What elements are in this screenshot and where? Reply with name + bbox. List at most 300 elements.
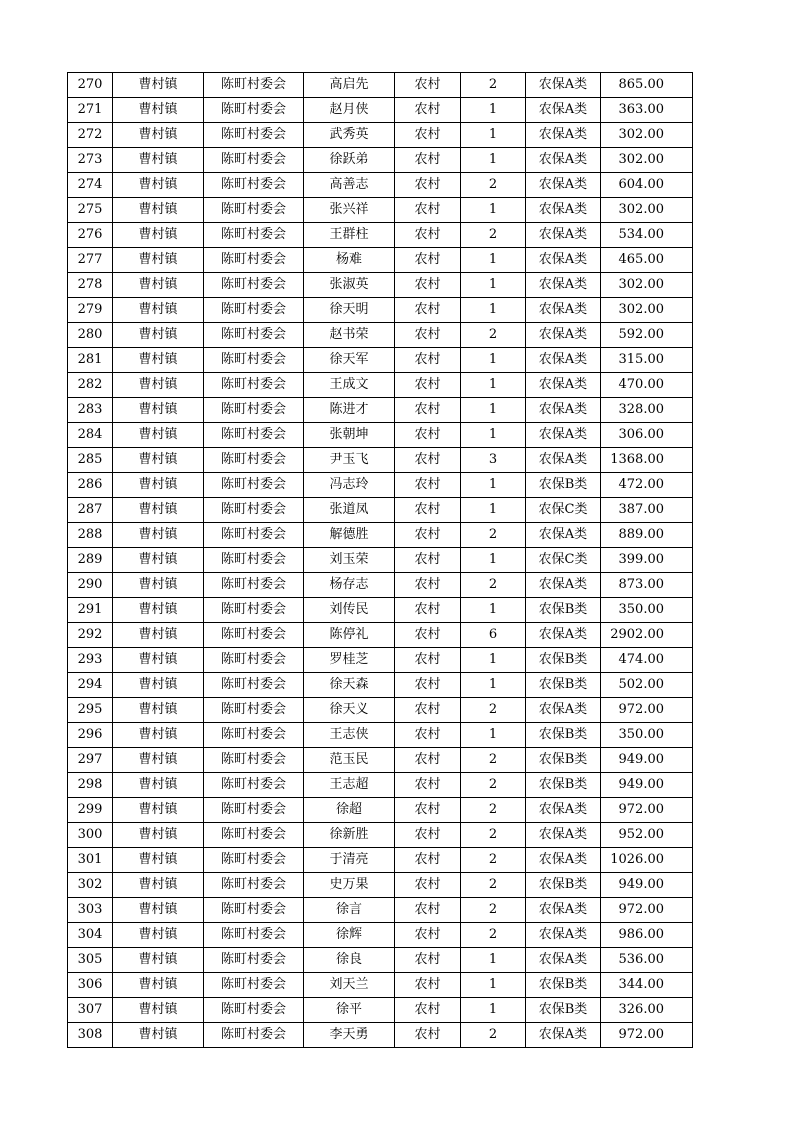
row-number-cell: 290 [68,573,113,598]
table-row [68,123,693,148]
amount-cell: 302.00 [601,298,693,323]
table-row [68,823,693,848]
person-count-cell: 2 [461,698,526,723]
amount-cell: 949.00 [601,873,693,898]
township-cell: 曹村镇 [113,298,204,323]
township-cell: 曹村镇 [113,698,204,723]
category-cell: 农保B类 [526,748,601,773]
village-committee-cell: 陈町村委会 [204,798,304,823]
category-cell: 农保A类 [526,123,601,148]
person-count-cell: 1 [461,673,526,698]
village-committee-cell: 陈町村委会 [204,73,304,98]
township-cell: 曹村镇 [113,898,204,923]
person-count-cell: 2 [461,748,526,773]
name-cell: 徐天森 [304,673,395,698]
table-row [68,798,693,823]
name-cell: 赵书荣 [304,323,395,348]
category-cell: 农保C类 [526,498,601,523]
name-cell: 李天勇 [304,1023,395,1048]
amount-cell: 350.00 [601,598,693,623]
row-number-cell: 300 [68,823,113,848]
table-body [68,73,693,1048]
row-number-cell: 285 [68,448,113,473]
township-cell: 曹村镇 [113,423,204,448]
household-type-cell: 农村 [395,798,461,823]
village-committee-cell: 陈町村委会 [204,198,304,223]
row-number-cell: 289 [68,548,113,573]
person-count-cell: 1 [461,973,526,998]
township-cell: 曹村镇 [113,923,204,948]
category-cell: 农保A类 [526,248,601,273]
row-number-cell: 305 [68,948,113,973]
name-cell: 王成文 [304,373,395,398]
records-table [67,72,693,1048]
category-cell: 农保A类 [526,173,601,198]
household-type-cell: 农村 [395,698,461,723]
table-row [68,698,693,723]
household-type-cell: 农村 [395,398,461,423]
township-cell: 曹村镇 [113,73,204,98]
person-count-cell: 2 [461,523,526,548]
village-committee-cell: 陈町村委会 [204,673,304,698]
person-count-cell: 2 [461,898,526,923]
amount-cell: 972.00 [601,898,693,923]
amount-cell: 363.00 [601,98,693,123]
amount-cell: 472.00 [601,473,693,498]
person-count-cell: 2 [461,73,526,98]
person-count-cell: 1 [461,598,526,623]
village-committee-cell: 陈町村委会 [204,598,304,623]
table-row [68,223,693,248]
person-count-cell: 1 [461,198,526,223]
name-cell: 徐天明 [304,298,395,323]
township-cell: 曹村镇 [113,173,204,198]
table-row [68,673,693,698]
row-number-cell: 282 [68,373,113,398]
row-number-cell: 288 [68,523,113,548]
amount-cell: 399.00 [601,548,693,573]
table-row [68,848,693,873]
household-type-cell: 农村 [395,998,461,1023]
row-number-cell: 272 [68,123,113,148]
table-row [68,573,693,598]
township-cell: 曹村镇 [113,348,204,373]
township-cell: 曹村镇 [113,248,204,273]
name-cell: 刘传民 [304,598,395,623]
row-number-cell: 280 [68,323,113,348]
row-number-cell: 291 [68,598,113,623]
person-count-cell: 2 [461,223,526,248]
row-number-cell: 301 [68,848,113,873]
row-number-cell: 297 [68,748,113,773]
table-row [68,348,693,373]
category-cell: 农保A类 [526,223,601,248]
row-number-cell: 303 [68,898,113,923]
person-count-cell: 1 [461,373,526,398]
table-row [68,523,693,548]
amount-cell: 474.00 [601,648,693,673]
name-cell: 陈停礼 [304,623,395,648]
amount-cell: 315.00 [601,348,693,373]
table-row [68,723,693,748]
category-cell: 农保A类 [526,1023,601,1048]
category-cell: 农保A类 [526,898,601,923]
name-cell: 徐良 [304,948,395,973]
row-number-cell: 281 [68,348,113,373]
household-type-cell: 农村 [395,273,461,298]
person-count-cell: 1 [461,248,526,273]
person-count-cell: 2 [461,773,526,798]
category-cell: 农保A类 [526,73,601,98]
name-cell: 徐平 [304,998,395,1023]
village-committee-cell: 陈町村委会 [204,573,304,598]
amount-cell: 1026.00 [601,848,693,873]
village-committee-cell: 陈町村委会 [204,548,304,573]
name-cell: 徐跃弟 [304,148,395,173]
village-committee-cell: 陈町村委会 [204,973,304,998]
village-committee-cell: 陈町村委会 [204,398,304,423]
row-number-cell: 307 [68,998,113,1023]
amount-cell: 986.00 [601,923,693,948]
row-number-cell: 304 [68,923,113,948]
township-cell: 曹村镇 [113,973,204,998]
name-cell: 刘天兰 [304,973,395,998]
table-row [68,398,693,423]
person-count-cell: 1 [461,273,526,298]
household-type-cell: 农村 [395,773,461,798]
amount-cell: 952.00 [601,823,693,848]
person-count-cell: 1 [461,123,526,148]
household-type-cell: 农村 [395,73,461,98]
category-cell: 农保B类 [526,998,601,1023]
household-type-cell: 农村 [395,523,461,548]
person-count-cell: 1 [461,948,526,973]
township-cell: 曹村镇 [113,748,204,773]
household-type-cell: 农村 [395,173,461,198]
person-count-cell: 1 [461,473,526,498]
person-count-cell: 1 [461,298,526,323]
township-cell: 曹村镇 [113,473,204,498]
table-row [68,198,693,223]
amount-cell: 536.00 [601,948,693,973]
village-committee-cell: 陈町村委会 [204,298,304,323]
township-cell: 曹村镇 [113,948,204,973]
row-number-cell: 308 [68,1023,113,1048]
township-cell: 曹村镇 [113,598,204,623]
table-row [68,473,693,498]
household-type-cell: 农村 [395,498,461,523]
name-cell: 张兴祥 [304,198,395,223]
amount-cell: 306.00 [601,423,693,448]
table-row [68,973,693,998]
name-cell: 赵月侠 [304,98,395,123]
township-cell: 曹村镇 [113,873,204,898]
person-count-cell: 6 [461,623,526,648]
amount-cell: 302.00 [601,273,693,298]
row-number-cell: 276 [68,223,113,248]
table-row [68,748,693,773]
table-row [68,423,693,448]
name-cell: 徐超 [304,798,395,823]
household-type-cell: 农村 [395,973,461,998]
name-cell: 张道凤 [304,498,395,523]
name-cell: 史万果 [304,873,395,898]
amount-cell: 387.00 [601,498,693,523]
amount-cell: 949.00 [601,773,693,798]
name-cell: 徐辉 [304,923,395,948]
household-type-cell: 农村 [395,673,461,698]
household-type-cell: 农村 [395,648,461,673]
amount-cell: 326.00 [601,998,693,1023]
amount-cell: 972.00 [601,1023,693,1048]
amount-cell: 1368.00 [601,448,693,473]
row-number-cell: 292 [68,623,113,648]
person-count-cell: 2 [461,848,526,873]
person-count-cell: 2 [461,323,526,348]
row-number-cell: 298 [68,773,113,798]
person-count-cell: 1 [461,348,526,373]
category-cell: 农保A类 [526,298,601,323]
township-cell: 曹村镇 [113,823,204,848]
table-row [68,373,693,398]
amount-cell: 328.00 [601,398,693,423]
category-cell: 农保A类 [526,848,601,873]
township-cell: 曹村镇 [113,648,204,673]
row-number-cell: 277 [68,248,113,273]
name-cell: 王群柱 [304,223,395,248]
household-type-cell: 农村 [395,123,461,148]
person-count-cell: 1 [461,498,526,523]
amount-cell: 2902.00 [601,623,693,648]
amount-cell: 302.00 [601,198,693,223]
category-cell: 农保B类 [526,773,601,798]
table-row [68,98,693,123]
household-type-cell: 农村 [395,823,461,848]
household-type-cell: 农村 [395,573,461,598]
person-count-cell: 2 [461,573,526,598]
category-cell: 农保B类 [526,673,601,698]
row-number-cell: 271 [68,98,113,123]
name-cell: 范玉民 [304,748,395,773]
village-committee-cell: 陈町村委会 [204,873,304,898]
category-cell: 农保B类 [526,473,601,498]
township-cell: 曹村镇 [113,448,204,473]
village-committee-cell: 陈町村委会 [204,448,304,473]
amount-cell: 534.00 [601,223,693,248]
village-committee-cell: 陈町村委会 [204,248,304,273]
category-cell: 农保A类 [526,448,601,473]
person-count-cell: 2 [461,798,526,823]
household-type-cell: 农村 [395,298,461,323]
name-cell: 张朝坤 [304,423,395,448]
name-cell: 王志超 [304,773,395,798]
township-cell: 曹村镇 [113,498,204,523]
household-type-cell: 农村 [395,548,461,573]
row-number-cell: 306 [68,973,113,998]
amount-cell: 344.00 [601,973,693,998]
village-committee-cell: 陈町村委会 [204,748,304,773]
category-cell: 农保A类 [526,923,601,948]
person-count-cell: 2 [461,923,526,948]
village-committee-cell: 陈町村委会 [204,948,304,973]
table-row [68,998,693,1023]
table-row [68,448,693,473]
amount-cell: 302.00 [601,123,693,148]
name-cell: 高启先 [304,73,395,98]
table-row [68,1023,693,1048]
table-row [68,73,693,98]
row-number-cell: 302 [68,873,113,898]
category-cell: 农保A类 [526,573,601,598]
village-committee-cell: 陈町村委会 [204,998,304,1023]
name-cell: 徐天军 [304,348,395,373]
village-committee-cell: 陈町村委会 [204,823,304,848]
village-committee-cell: 陈町村委会 [204,648,304,673]
row-number-cell: 296 [68,723,113,748]
village-committee-cell: 陈町村委会 [204,723,304,748]
village-committee-cell: 陈町村委会 [204,848,304,873]
village-committee-cell: 陈町村委会 [204,898,304,923]
amount-cell: 470.00 [601,373,693,398]
township-cell: 曹村镇 [113,723,204,748]
row-number-cell: 287 [68,498,113,523]
household-type-cell: 农村 [395,598,461,623]
name-cell: 陈进才 [304,398,395,423]
category-cell: 农保A类 [526,698,601,723]
township-cell: 曹村镇 [113,998,204,1023]
name-cell: 高善志 [304,173,395,198]
township-cell: 曹村镇 [113,673,204,698]
township-cell: 曹村镇 [113,623,204,648]
household-type-cell: 农村 [395,623,461,648]
category-cell: 农保A类 [526,98,601,123]
amount-cell: 889.00 [601,523,693,548]
category-cell: 农保A类 [526,523,601,548]
name-cell: 杨存志 [304,573,395,598]
household-type-cell: 农村 [395,323,461,348]
household-type-cell: 农村 [395,948,461,973]
table-row [68,148,693,173]
row-number-cell: 286 [68,473,113,498]
person-count-cell: 2 [461,823,526,848]
amount-cell: 949.00 [601,748,693,773]
village-committee-cell: 陈町村委会 [204,1023,304,1048]
village-committee-cell: 陈町村委会 [204,148,304,173]
household-type-cell: 农村 [395,898,461,923]
name-cell: 尹玉飞 [304,448,395,473]
township-cell: 曹村镇 [113,398,204,423]
row-number-cell: 294 [68,673,113,698]
name-cell: 王志侠 [304,723,395,748]
township-cell: 曹村镇 [113,148,204,173]
category-cell: 农保B类 [526,648,601,673]
category-cell: 农保A类 [526,623,601,648]
name-cell: 罗桂芝 [304,648,395,673]
row-number-cell: 274 [68,173,113,198]
table-row [68,498,693,523]
village-committee-cell: 陈町村委会 [204,473,304,498]
category-cell: 农保B类 [526,723,601,748]
amount-cell: 972.00 [601,698,693,723]
category-cell: 农保A类 [526,348,601,373]
category-cell: 农保A类 [526,198,601,223]
household-type-cell: 农村 [395,923,461,948]
household-type-cell: 农村 [395,223,461,248]
household-type-cell: 农村 [395,848,461,873]
township-cell: 曹村镇 [113,523,204,548]
row-number-cell: 299 [68,798,113,823]
township-cell: 曹村镇 [113,123,204,148]
category-cell: 农保B类 [526,873,601,898]
table-row [68,898,693,923]
household-type-cell: 农村 [395,348,461,373]
table-row [68,773,693,798]
row-number-cell: 278 [68,273,113,298]
row-number-cell: 293 [68,648,113,673]
person-count-cell: 2 [461,1023,526,1048]
row-number-cell: 295 [68,698,113,723]
name-cell: 徐言 [304,898,395,923]
amount-cell: 873.00 [601,573,693,598]
household-type-cell: 农村 [395,148,461,173]
category-cell: 农保B类 [526,973,601,998]
person-count-cell: 3 [461,448,526,473]
category-cell: 农保B类 [526,598,601,623]
village-committee-cell: 陈町村委会 [204,323,304,348]
village-committee-cell: 陈町村委会 [204,623,304,648]
category-cell: 农保C类 [526,548,601,573]
household-type-cell: 农村 [395,1023,461,1048]
township-cell: 曹村镇 [113,848,204,873]
village-committee-cell: 陈町村委会 [204,698,304,723]
table-row [68,548,693,573]
amount-cell: 302.00 [601,148,693,173]
township-cell: 曹村镇 [113,273,204,298]
name-cell: 冯志玲 [304,473,395,498]
table-row [68,648,693,673]
name-cell: 杨难 [304,248,395,273]
person-count-cell: 1 [461,98,526,123]
township-cell: 曹村镇 [113,1023,204,1048]
township-cell: 曹村镇 [113,198,204,223]
village-committee-cell: 陈町村委会 [204,498,304,523]
category-cell: 农保A类 [526,373,601,398]
household-type-cell: 农村 [395,748,461,773]
name-cell: 解德胜 [304,523,395,548]
table-row [68,948,693,973]
township-cell: 曹村镇 [113,798,204,823]
person-count-cell: 1 [461,723,526,748]
category-cell: 农保A类 [526,823,601,848]
household-type-cell: 农村 [395,723,461,748]
amount-cell: 972.00 [601,798,693,823]
village-committee-cell: 陈町村委会 [204,373,304,398]
name-cell: 刘玉荣 [304,548,395,573]
row-number-cell: 275 [68,198,113,223]
township-cell: 曹村镇 [113,323,204,348]
village-committee-cell: 陈町村委会 [204,773,304,798]
household-type-cell: 农村 [395,198,461,223]
name-cell: 武秀英 [304,123,395,148]
amount-cell: 465.00 [601,248,693,273]
table-row [68,623,693,648]
name-cell: 徐天义 [304,698,395,723]
category-cell: 农保A类 [526,148,601,173]
household-type-cell: 农村 [395,248,461,273]
person-count-cell: 1 [461,148,526,173]
township-cell: 曹村镇 [113,573,204,598]
village-committee-cell: 陈町村委会 [204,923,304,948]
